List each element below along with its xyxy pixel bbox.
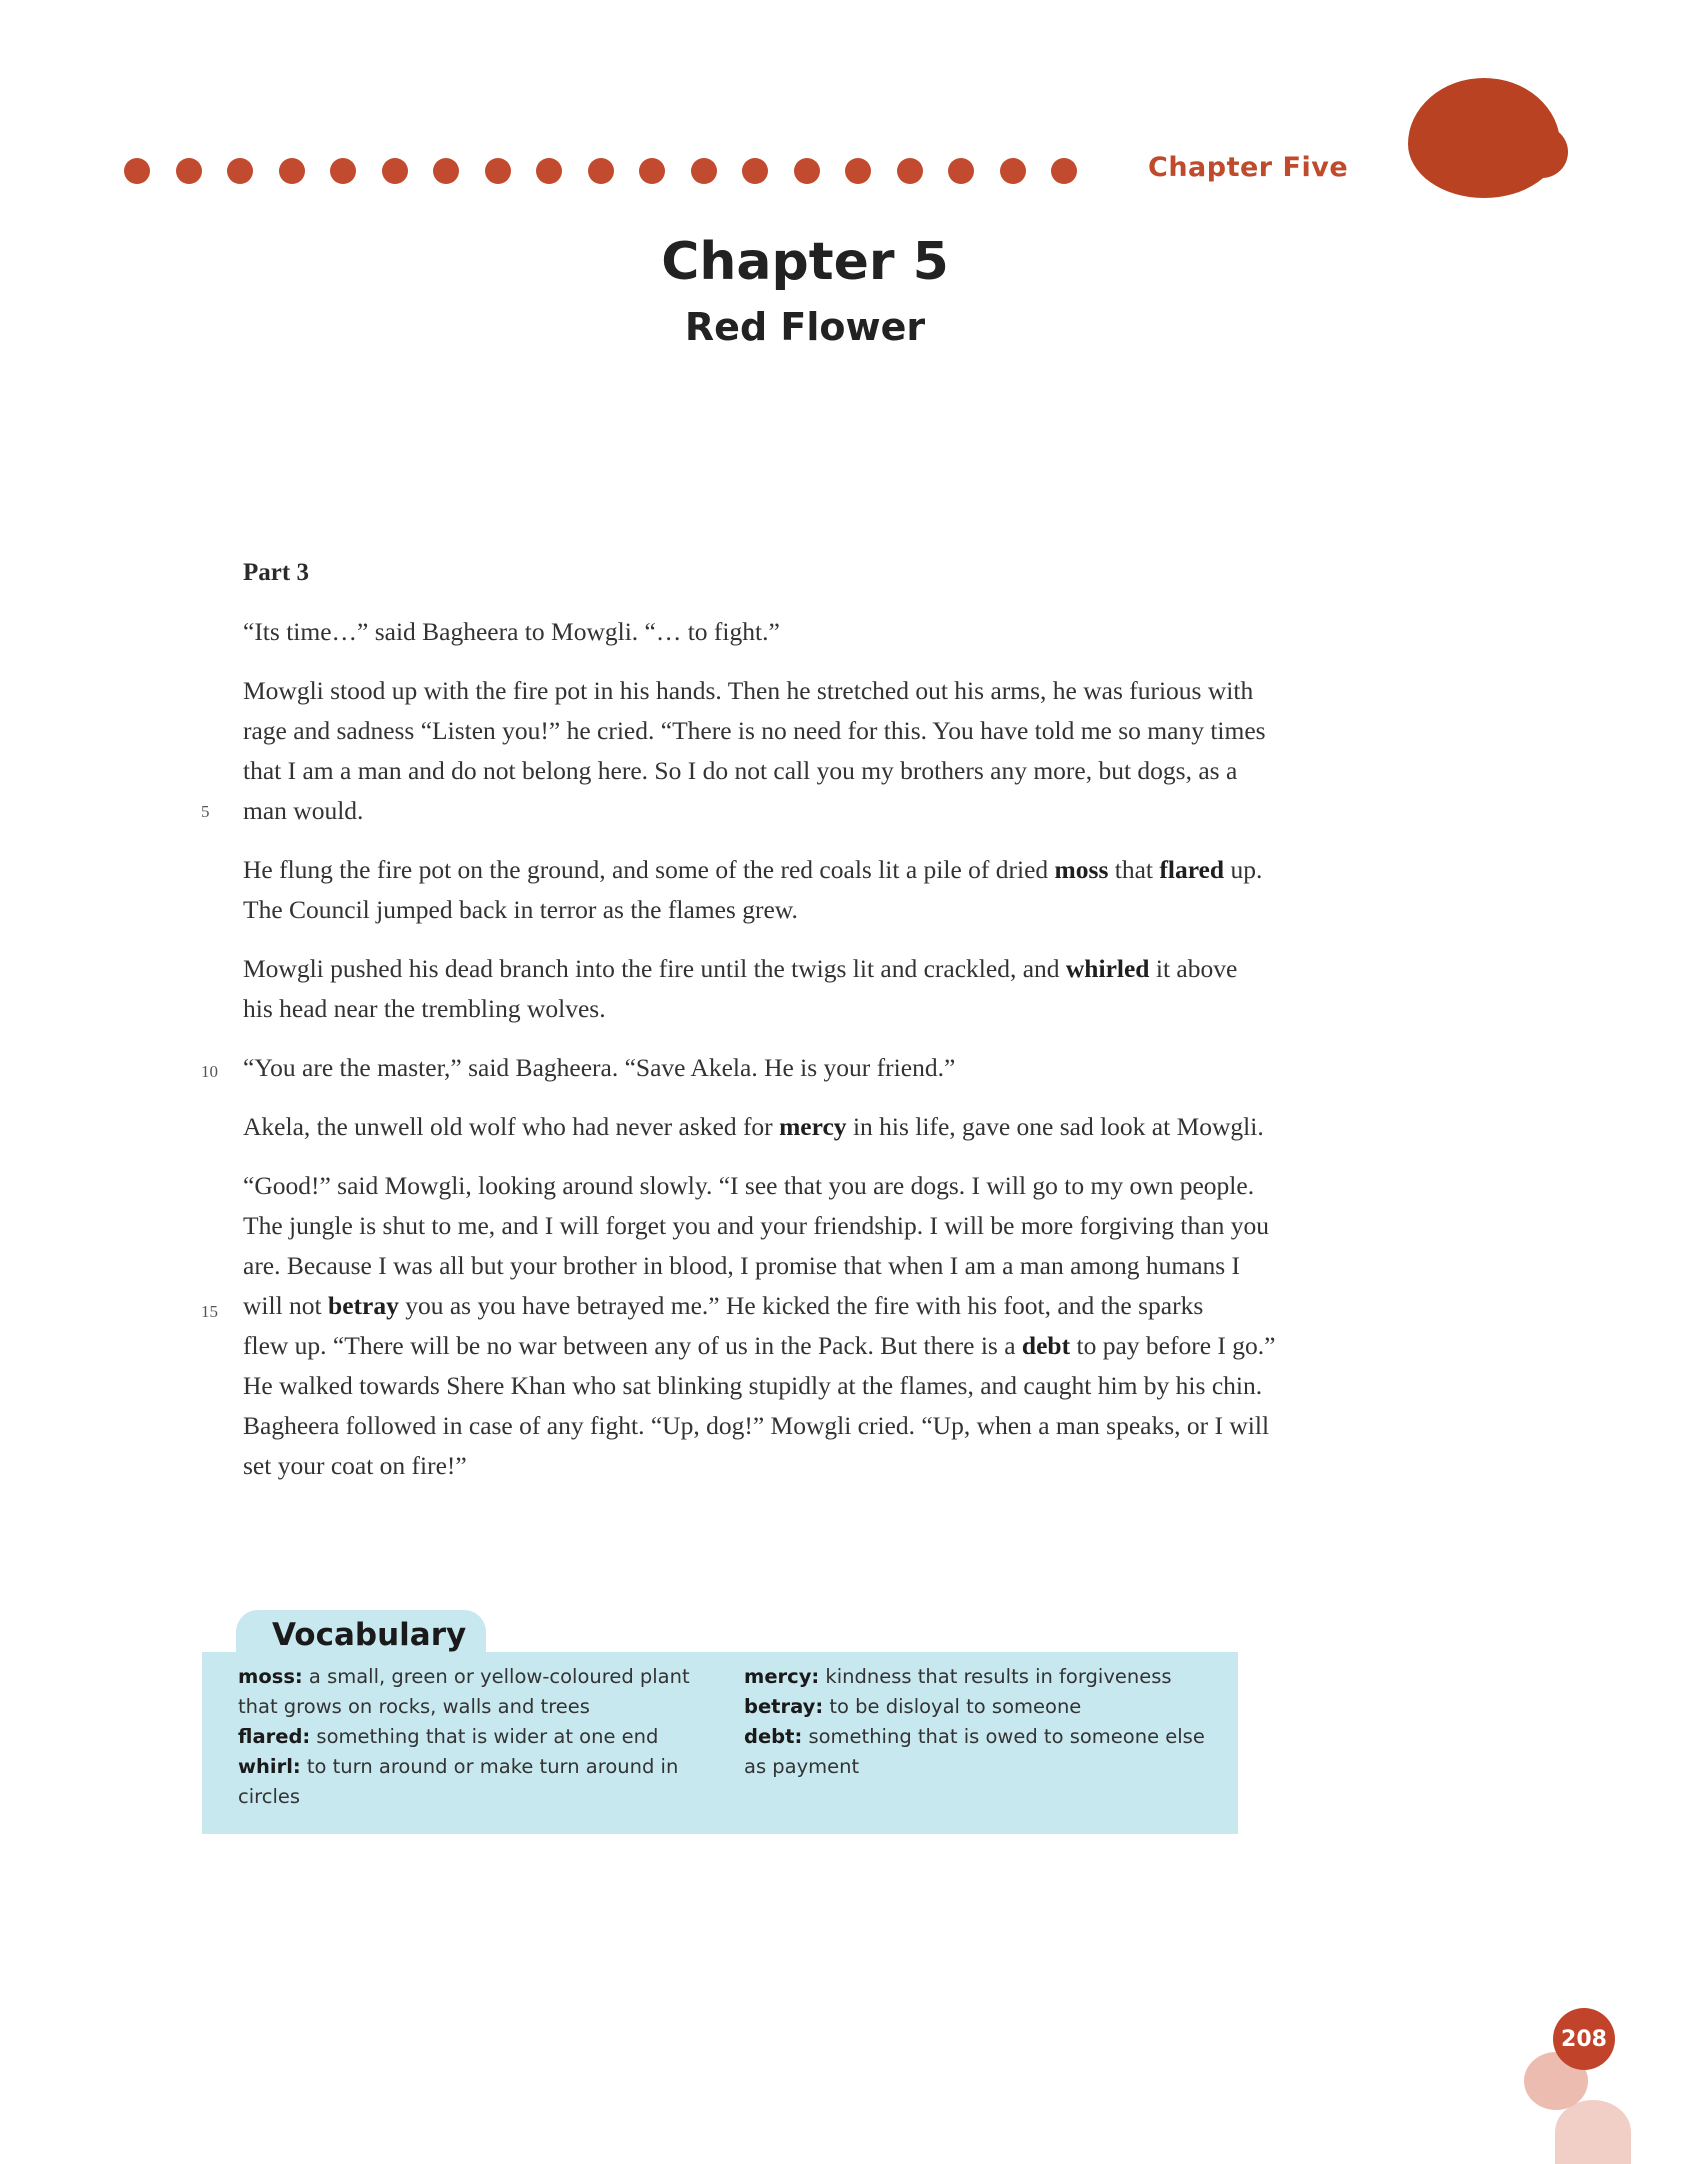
dot [639, 158, 665, 184]
dot [588, 158, 614, 184]
decorative-circle [1555, 2100, 1631, 2164]
running-header: Chapter Five [1148, 152, 1349, 183]
vocabulary-right-column [744, 1662, 1205, 1782]
dot [742, 158, 768, 184]
vocab-entry: whirl: to turn around or make turn around in [238, 1755, 679, 1778]
chapter-title: Chapter 5 [661, 232, 949, 292]
dot [536, 158, 562, 184]
dot [124, 158, 150, 184]
paragraph: Akela, the unwell old wolf who had never asked for mercy in his life, gave one sad look at Mowgli. [243, 1112, 1264, 1141]
paragraph: “You are the master,” said Bagheera. “Save Akela. He is your friend.” [243, 1053, 956, 1082]
paragraph: Mowgli stood up with the fire pot in his hands. Then he stretched out his arms, he was furious with rage and sadness “Listen you!” he cried. “There is no need for this. You have told me so many times that I am a man and do not belong here. So I do not call you my brothers any more, but dogs, as a man would. [243, 676, 1266, 825]
dot [948, 158, 974, 184]
dot [485, 158, 511, 184]
line-number: 15 [201, 1302, 218, 1321]
line-number: 10 [201, 1062, 218, 1081]
part-label: Part 3 [243, 559, 309, 586]
dot [227, 158, 253, 184]
dot [691, 158, 717, 184]
dot [176, 158, 202, 184]
paragraph: “Its time…” said Bagheera to Mowgli. “… to fight.” [243, 617, 780, 646]
dotted-rule [124, 158, 1077, 184]
dot [330, 158, 356, 184]
vocab-entry-cont: circles [238, 1785, 301, 1808]
vocab-word-debt: debt [1021, 1331, 1071, 1360]
vocab-entry: flared: something that is wider at one end [238, 1725, 659, 1748]
dot [794, 158, 820, 184]
vocabulary-left-column [238, 1662, 690, 1812]
vocab-word-flared: flared [1159, 855, 1225, 884]
vocab-entry-cont: as payment [744, 1755, 860, 1778]
vocab-word-moss: moss [1054, 855, 1109, 884]
decorative-blob-small [1516, 126, 1568, 178]
vocab-entry: betray: to be disloyal to someone [744, 1695, 1082, 1718]
dot [897, 158, 923, 184]
page-number: 208 [1553, 2008, 1615, 2070]
story-text [243, 612, 1403, 1505]
vocabulary-title: Vocabulary [272, 1617, 467, 1653]
vocab-entry: moss: a small, green or yellow-coloured plant [238, 1665, 690, 1688]
chapter-subtitle: Red Flower [684, 305, 926, 349]
vocab-entry-cont: that grows on rocks, walls and trees [238, 1695, 590, 1718]
dot [382, 158, 408, 184]
dot [1051, 158, 1077, 184]
dot [1000, 158, 1026, 184]
vocab-entry: mercy: kindness that results in forgiveness [744, 1665, 1172, 1688]
dot [433, 158, 459, 184]
paragraph: Mowgli pushed his dead branch into the fire until the twigs lit and crackled, and whirled it above his head near the trembling wolves. [243, 954, 1238, 1023]
vocab-word-whirled: whirled [1065, 954, 1150, 983]
paragraph: He flung the fire pot on the ground, and some of the red coals lit a pile of dried moss that flared up. The Council jumped back in terror as the flames grew. [243, 855, 1263, 924]
dot [845, 158, 871, 184]
paragraph: “Good!” said Mowgli, looking around slowly. “I see that you are dogs. I will go to my own people. The jungle is shut to me, and I will forget you and your friendship. I will be more forgiving than you are. Because I was all but your brother in blood, I promise that when I am a man among humans I will not betray you as you have betrayed me.” He kicked the fire with his foot, and the sparks flew up. “There will be no war between any of us in the Pack. But there is a debt to pay before I go.” He walked towards Shere Khan who sat blinking stupidly at the flames, and caught him by his chin. Bagheera followed in case of any fight. “Up, dog!” Mowgli cried. “Up, when a man speaks, or I will set your coat on fire!” [243, 1171, 1276, 1480]
vocab-word-betray: betray [328, 1291, 399, 1320]
line-number: 5 [201, 802, 210, 821]
vocab-word-mercy: mercy [779, 1112, 847, 1141]
vocab-entry: debt: something that is owed to someone else [744, 1725, 1205, 1748]
dot [279, 158, 305, 184]
